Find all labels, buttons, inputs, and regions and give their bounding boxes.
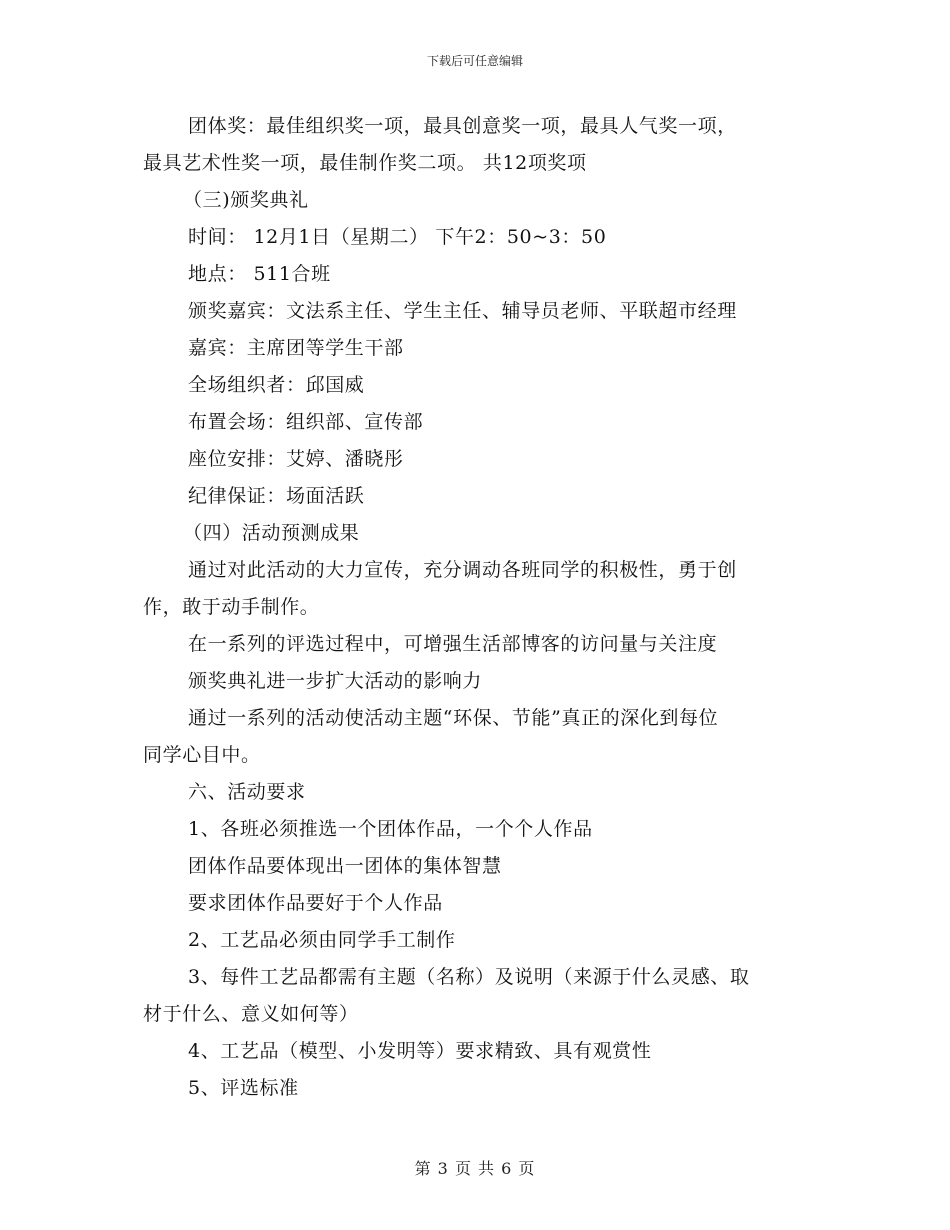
document-body (143, 108, 813, 1107)
list-item: 5、评选标准 (188, 1077, 299, 1099)
paragraph-line: 时间： 12月1日（星期二） 下午2：50~3：50 (188, 226, 607, 248)
paragraph-line: 全场组织者：邱国威 (188, 374, 365, 396)
paragraph-line: 最具艺术性奖一项，最佳制作奖二项。 共12项奖项 (143, 152, 587, 174)
paragraph-line: 纪律保证：场面活跃 (188, 485, 365, 507)
paragraph-line: 颁奖典礼进一步扩大活动的影响力 (188, 670, 483, 692)
paragraph-line: 通过对此活动的大力宣传，充分调动各班同学的积极性，勇于创 (188, 559, 737, 581)
list-item: 4、工艺品（模型、小发明等）要求精致、具有观赏性 (188, 1040, 652, 1062)
paragraph-line: 布置会场：组织部、宣传部 (188, 411, 424, 433)
paragraph-line: 材于什么、意义如何等） (143, 1003, 359, 1025)
paragraph-line: 颁奖嘉宾：文法系主任、学生主任、辅导员老师、平联超市经理 (188, 300, 737, 322)
section-heading: （三)颁奖典礼 (183, 189, 309, 211)
paragraph-line: 团体奖：最佳组织奖一项，最具创意奖一项，最具人气奖一项， (188, 115, 737, 137)
paragraph-line: 要求团体作品要好于个人作品 (188, 892, 443, 914)
paragraph-line: 座位安排：艾婷、潘晓彤 (188, 448, 404, 470)
section-heading: （四）活动预测成果 (183, 522, 360, 544)
list-item: 1、各班必须推选一个团体作品，一个个人作品 (188, 818, 593, 840)
paragraph-line: 通过一系列的活动使活动主题“环保、节能”真正的深化到每位 (188, 707, 719, 729)
paragraph-line: 在一系列的评选过程中，可增强生活部博客的访问量与关注度 (188, 633, 718, 655)
page-footer: 第 3 页 共 6 页 (414, 1159, 536, 1178)
paragraph-line: 嘉宾：主席团等学生干部 (188, 337, 404, 359)
section-heading: 六、活动要求 (188, 781, 306, 803)
page-header: 下载后可任意编辑 (426, 54, 523, 68)
paragraph-line: 团体作品要体现出一团体的集体智慧 (188, 855, 502, 877)
paragraph-line: 地点： 511合班 (188, 263, 331, 285)
paragraph-line: 同学心目中。 (143, 744, 261, 766)
list-item: 3、每件工艺品都需有主题（名称）及说明（来源于什么灵感、取 (188, 966, 750, 988)
list-item: 2、工艺品必须由同学手工制作 (188, 929, 456, 951)
paragraph-line: 作，敢于动手制作。 (143, 596, 320, 618)
